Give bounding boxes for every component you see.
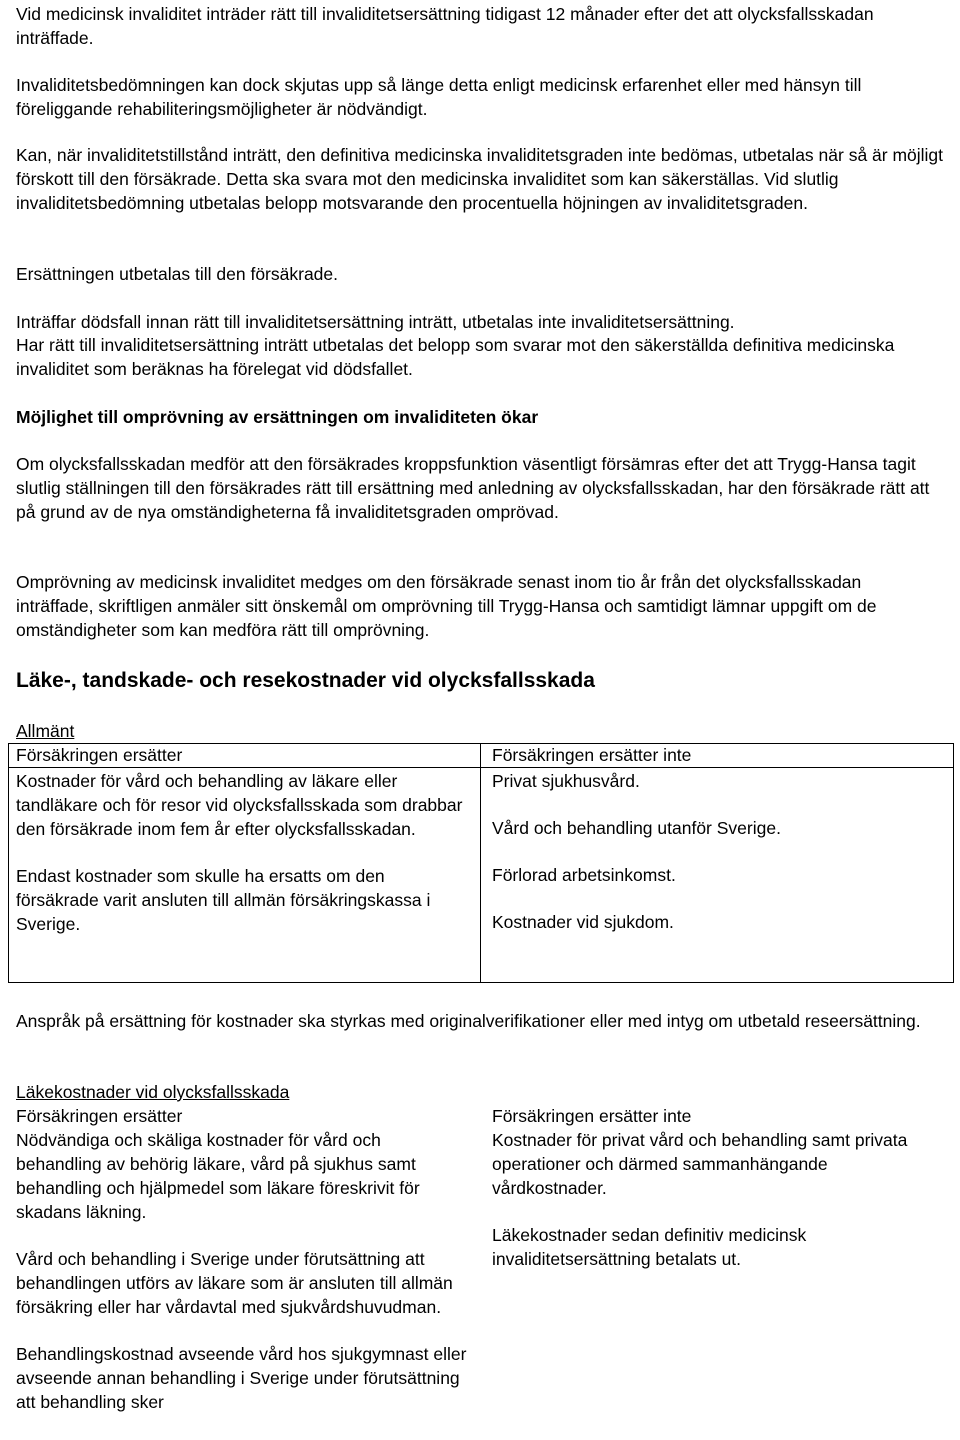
table-general-title: Allmänt — [16, 721, 75, 741]
table-medical-covered-item: Behandlingskostnad avseende vård hos sjukgymnast eller avseende annan behandling i Sverige under förutsättning att behandling sker — [16, 1344, 467, 1412]
table-general-covered-item: Kostnader för vård och behandling av läkare eller tandläkare och för resor vid olycksfallsskada som drabbar den försäkrade inom fem år efter olycksfallsskadan. — [16, 771, 463, 839]
paragraph-verification: Anspråk på ersättning för kostnader ska styrkas med originalverifikationer eller med intyg om utbetald reseersättning. — [16, 1011, 921, 1031]
table-general-header-not-covered: Försäkringen ersätter inte — [492, 745, 692, 765]
table-general — [8, 743, 954, 983]
table-medical-not-covered-item: Läkekostnader sedan definitiv medicinsk invaliditetsersättning betalats ut. — [492, 1225, 807, 1269]
paragraph-worsening: Om olycksfallsskadan medför att den försäkrades kroppsfunktion väsentligt försämras efter det att Trygg-Hansa tagit slutlig ställningen till den försäkrades rätt till ersättning med anledning av olycksfallsskadan, har den försäkrade rätt att på grund av de nya omständigheterna få invaliditetsgraden omprövad. — [16, 454, 930, 522]
table-medical-not-covered-item: Kostnader för privat vård och behandling samt privata operationer och därmed sammanhängande vårdkostnader. — [492, 1130, 908, 1198]
table-general-covered-column — [16, 769, 471, 936]
heading-costs: Läke-, tandskade- och resekostnader vid olycksfallsskada — [16, 669, 595, 692]
heading-reassessment: Möjlighet till omprövning av ersättningen om invaliditeten ökar — [16, 407, 539, 427]
table-medical-covered-item: Nödvändiga och skäliga kostnader för vård och behandling av behörig läkare, vård på sjukhus samt behandling och hjälpmedel som läkare föreskrivit för skadans läkning. — [16, 1130, 420, 1222]
table-general-column-divider — [480, 743, 481, 983]
paragraph-invalidity-start: Vid medicinsk invaliditet inträder rätt till invaliditetsersättning tidigast 12 månader efter det att olycksfallsskadan inträffade. — [16, 4, 874, 48]
paragraph-advance-payment: Kan, när invaliditetstillstånd inträtt, den definitiva medicinska invaliditetsgraden inte bedömas, utbetalas när så är möjligt förskott till den försäkrade. Detta ska svara mot den medicinska invaliditet som kan säkerställas. Vid slutlig invaliditetsbedömning utbetalas belopp motsvarande den procentuella höjningen av invaliditetsgraden. — [16, 145, 944, 213]
table-general-not-covered-column — [492, 769, 942, 934]
paragraph-assessment-delay: Invaliditetsbedömningen kan dock skjutas upp så länge detta enligt medicinsk erfarenhet eller med hänsyn till föreliggande rehabiliteringsmöjligheter är nödvändigt. — [16, 75, 862, 119]
paragraph-death-rule: Inträffar dödsfall innan rätt till invaliditetsersättning inträtt, utbetalas inte invaliditetsersättning. — [16, 312, 735, 332]
paragraph-reassessment-deadline: Omprövning av medicinsk invaliditet medges om den försäkrade senast inom tio år från det olycksfallsskadan inträffade, skriftligen anmäler sitt önskemål om omprövning till Trygg-Hansa och samtidigt lämnar uppgift om de omständigheter som kan medföra rätt till omprövning. — [16, 572, 877, 640]
table-general-header-covered: Försäkringen ersätter — [16, 745, 183, 765]
table-general-not-covered-item: Förlorad arbetsinkomst. — [492, 865, 676, 885]
table-medical-header-covered: Försäkringen ersätter — [16, 1106, 183, 1126]
table-general-not-covered-item: Kostnader vid sjukdom. — [492, 912, 674, 932]
table-medical-title: Läkekostnader vid olycksfallsskada — [16, 1082, 290, 1102]
paragraph-death-amount: Har rätt till invaliditetsersättning inträtt utbetalas det belopp som svarar mot den säkerställda definitiva medicinska invaliditet som beräknas ha förelegat vid dödsfallet. — [16, 335, 895, 379]
table-general-header-rule — [8, 767, 954, 768]
table-general-covered-item: Endast kostnader som skulle ha ersatts om den försäkrade varit ansluten till allmän försäkringskassa i Sverige. — [16, 866, 431, 934]
table-medical-header-not-covered: Försäkringen ersätter inte — [492, 1106, 692, 1126]
table-medical-not-covered-column — [492, 1128, 932, 1271]
table-medical-covered-column — [16, 1128, 471, 1414]
table-general-not-covered-item: Vård och behandling utanför Sverige. — [492, 818, 781, 838]
table-medical-covered-item: Vård och behandling i Sverige under förutsättning att behandlingen utförs av läkare som är ansluten till allmän försäkring eller har vårdavtal med sjukvårdshuvudman. — [16, 1249, 453, 1317]
table-general-not-covered-item: Privat sjukhusvård. — [492, 771, 640, 791]
paragraph-payout: Ersättningen utbetalas till den försäkrade. — [16, 264, 338, 284]
